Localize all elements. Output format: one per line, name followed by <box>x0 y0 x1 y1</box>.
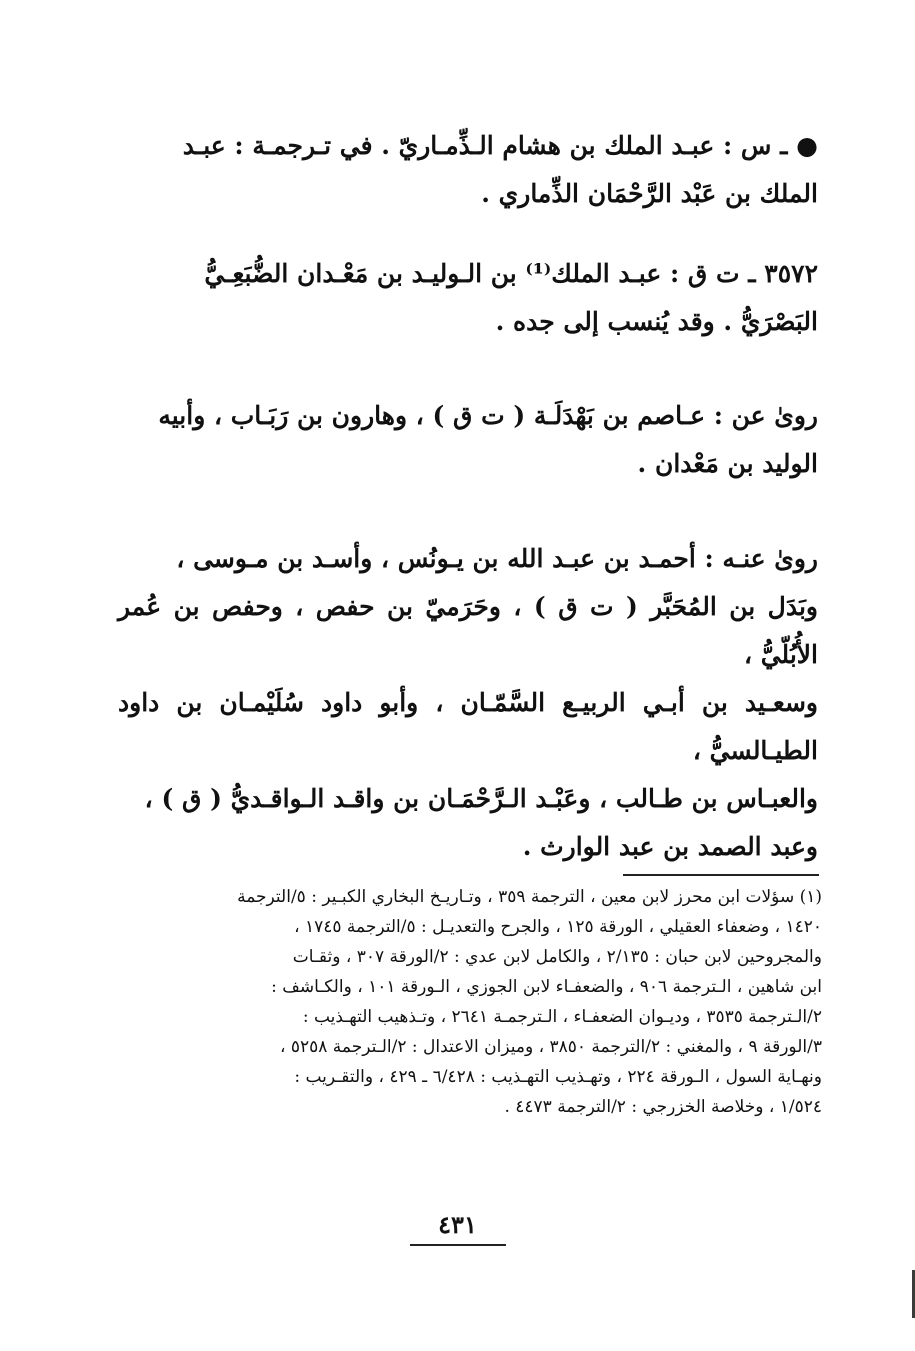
paragraph-line: روىٰ عن : عـاصم بن بَهْدَلَـة ( ت ق ) ، وهارون بن رَبَـاب ، وأبيه <box>158 401 818 430</box>
narrated-from-paragraph <box>118 392 818 488</box>
footnote-line: ٢/الـترجمة ٣٥٣٥ ، وديـوان الضعفـاء ، الـترجمـة ٢٦٤١ ، وتـذهيب التهـذيب : <box>302 1007 822 1027</box>
footnote-line: ١٤٢٠ ، وضعفاء العقيلي ، الورقة ١٢٥ ، والجرح والتعديـل : ٥/الترجمة ١٧٤٥ ، <box>294 917 822 937</box>
entry-line: ٣٥٧٢ ـ ت ق : عبـد الملك⁽¹⁾ بن الـوليـد بن مَعْـدان الضُّبَعِـيُّ <box>204 259 818 288</box>
narrated-by-paragraph <box>118 535 818 871</box>
paragraph-line: وسعـيد بن أبـي الربيـع السَّمّـان ، وأبو داود سُلَيْمـان بن داود الطيـالسيُّ ، <box>118 688 818 765</box>
page-number-underline <box>410 1244 506 1246</box>
paragraph-line: الوليد بن مَعْدان . <box>637 449 818 478</box>
footnote-line: ٣/الورقة ٩ ، والمغني : ٢/الترجمة ٣٨٥٠ ، وميزان الاعتدال : ٢/الـترجمة ٥٢٥٨ ، <box>279 1037 822 1057</box>
footnote-separator <box>623 874 819 876</box>
footnote-line: ابن شاهين ، الـترجمة ٩٠٦ ، والضعفـاء لابن الجوزي ، الـورقة ١٠١ ، والكـاشف : <box>271 977 822 997</box>
footnote-line: ونهـاية السول ، الـورقة ٢٢٤ ، وتهـذيب التهـذيب : ٦/٤٢٨ ـ ٤٢٩ ، والتقـريب : <box>294 1067 822 1087</box>
entry-line: الملك بن عَبْد الرَّحْمَان الذِّماري . <box>481 179 818 208</box>
page-number: ٤٣١ <box>438 1210 477 1239</box>
entry-cross-reference <box>118 122 818 218</box>
entry-3572 <box>118 250 818 346</box>
footnote-line: ١/٥٢٤ ، وخلاصة الخزرجي : ٢/الترجمة ٤٤٧٣ . <box>504 1097 822 1117</box>
footnotes <box>118 882 822 1122</box>
footnote-line: (١) سؤلات ابن محرز لابن معين ، الترجمة ٣٥٩ ، وتـاريـخ البخاري الكبـير : ٥/الترجمة <box>237 887 822 907</box>
paragraph-line: والعبـاس بن طـالب ، وعَبْـد الـرَّحْمَـان بن واقـد الـواقـديُّ ( ق ) ، <box>144 784 818 813</box>
paragraph-line: وعبد الصمد بن عبد الوارث . <box>522 832 818 861</box>
paragraph-line: روىٰ عنـه : أحمـد بن عبـد الله بن يـونُس ، وأسـد بن مـوسى ، <box>176 544 818 573</box>
footnote-line: والمجروحين لابن حبان : ٢/١٣٥ ، والكامل لابن عدي : ٢/الورقة ٣٠٧ ، وثقـات <box>292 947 822 967</box>
paragraph-line: وبَدَل بن المُحَبَّر ( ت ق ) ، وحَرَميّ بن حفص ، وحفص بن عُمر الأُبُلّيُّ ، <box>118 592 818 669</box>
entry-line: ● ـ س : عبـد الملك بن هشام الـذِّمـاريّ . في تـرجمـة : عبـد <box>182 131 818 160</box>
entry-line: البَصْرَيُّ . وقد يُنسب إلى جده . <box>495 307 818 336</box>
